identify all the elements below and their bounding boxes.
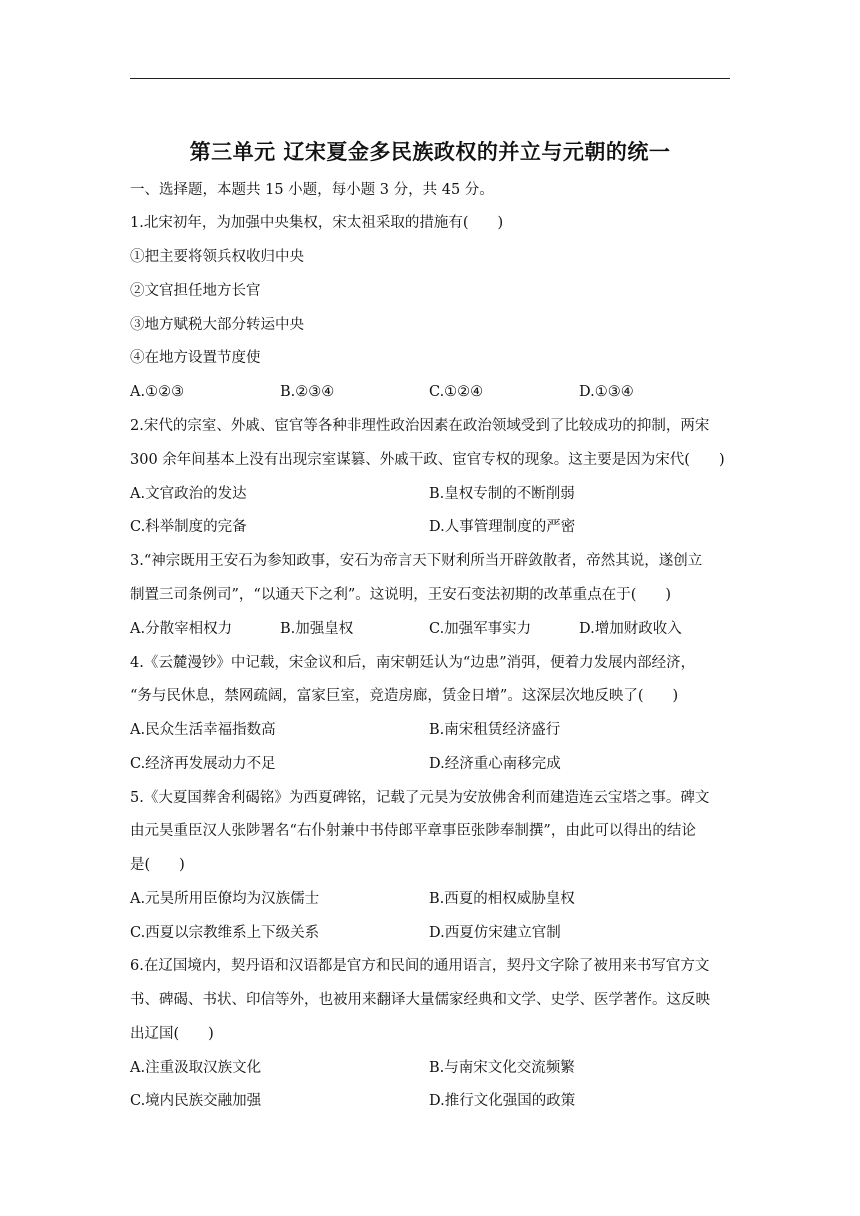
q2-stem-line-1: 2.宋代的宗室、外戚、宦官等各种非理性政治因素在政治领域受到了比较成功的抑制，两宋	[130, 418, 710, 434]
q5-stem-line-1: 5.《大夏国葬舍利碣铭》为西夏碑铭，记载了元昊为安放佛舍利而建造连云宝塔之事。碑文	[130, 790, 710, 806]
header-rule	[130, 78, 730, 79]
section-heading: 一、选择题，本题共 15 小题，每小题 3 分，共 45 分。	[130, 182, 494, 198]
q4-option-d: D.经济重心南移完成	[429, 756, 561, 772]
q5-stem-line-3: 是( )	[130, 857, 185, 873]
q1-item-3: ③地方赋税大部分转运中央	[130, 317, 304, 333]
q4-option-a: A.民众生活幸福指数高	[130, 722, 276, 738]
q3-option-d: D.增加财政收入	[579, 621, 682, 637]
q4-option-b: B.南宋租赁经济盛行	[429, 722, 561, 738]
q6-stem-line-2: 书、碑碣、书状、印信等外，也被用来翻译大量儒家经典和文学、史学、医学著作。这反映	[130, 992, 710, 1008]
q3-stem-line-1: 3.“神宗既用王安石为参知政事，安石为帝言天下财利所当开辟敛散者，帝然其说，遂创立	[130, 553, 703, 569]
q1-option-d: D.①③④	[579, 384, 634, 400]
q6-option-c: C.境内民族交融加强	[130, 1093, 262, 1109]
q5-option-a: A.元昊所用臣僚均为汉族儒士	[130, 891, 320, 907]
q6-option-d: D.推行文化强国的政策	[429, 1093, 576, 1109]
q6-option-a: A.注重汲取汉族文化	[130, 1060, 262, 1076]
q5-stem-line-2: 由元昊重臣汉人张陟署名“右仆射兼中书侍郎平章事臣张陟奉制撰”，由此可以得出的结论	[130, 823, 696, 839]
q1-item-1: ①把主要将领兵权收归中央	[130, 249, 304, 265]
q6-stem-line-3: 出辽国( )	[130, 1026, 214, 1042]
q1-item-4: ④在地方设置节度使	[130, 350, 261, 366]
q2-option-c: C.科举制度的完备	[130, 519, 247, 535]
unit-title: 第三单元 辽宋夏金多民族政权的并立与元朝的统一	[189, 140, 671, 164]
q1-option-a: A.①②③	[130, 384, 185, 400]
q6-option-b: B.与南宋文化交流频繁	[429, 1060, 575, 1076]
q2-stem-line-2: 300 余年间基本上没有出现宗室谋篡、外戚干政、宦官专权的现象。这主要是因为宋代( )	[130, 452, 725, 468]
q3-option-c: C.加强军事实力	[429, 621, 532, 637]
q3-option-b: B.加强皇权	[280, 621, 354, 637]
q1-option-b: B.②③④	[280, 384, 335, 400]
q3-stem-line-2: 制置三司条例司”，“以通天下之利”。这说明，王安石变法初期的改革重点在于( )	[130, 587, 672, 603]
q5-option-c: C.西夏以宗教维系上下级关系	[130, 925, 320, 941]
q4-stem-line-2: “务与民休息，禁网疏阔，富家巨室，竞造房廊，赁金日增”。这深层次地反映了( )	[130, 688, 679, 704]
q4-option-c: C.经济再发展动力不足	[130, 756, 276, 772]
q4-stem-line-1: 4.《云麓漫钞》中记载，宋金议和后，南宋朝廷认为“边患”消弭，便着力发展内部经济，	[130, 655, 696, 671]
q6-stem-line-1: 6.在辽国境内，契丹语和汉语都是官方和民间的通用语言，契丹文字除了被用来书写官方文	[130, 958, 710, 974]
q1-stem: 1.北宋初年，为加强中央集权，宋太祖采取的措施有( )	[130, 215, 504, 231]
q2-option-b: B.皇权专制的不断削弱	[429, 486, 575, 502]
q2-option-d: D.人事管理制度的严密	[429, 519, 576, 535]
q2-option-a: A.文官政治的发达	[130, 486, 247, 502]
q5-option-b: B.西夏的相权威胁皇权	[429, 891, 575, 907]
q3-option-a: A.分散宰相权力	[130, 621, 233, 637]
q1-option-c: C.①②④	[429, 384, 484, 400]
q5-option-d: D.西夏仿宋建立官制	[429, 925, 561, 941]
q1-item-2: ②文官担任地方长官	[130, 283, 261, 299]
